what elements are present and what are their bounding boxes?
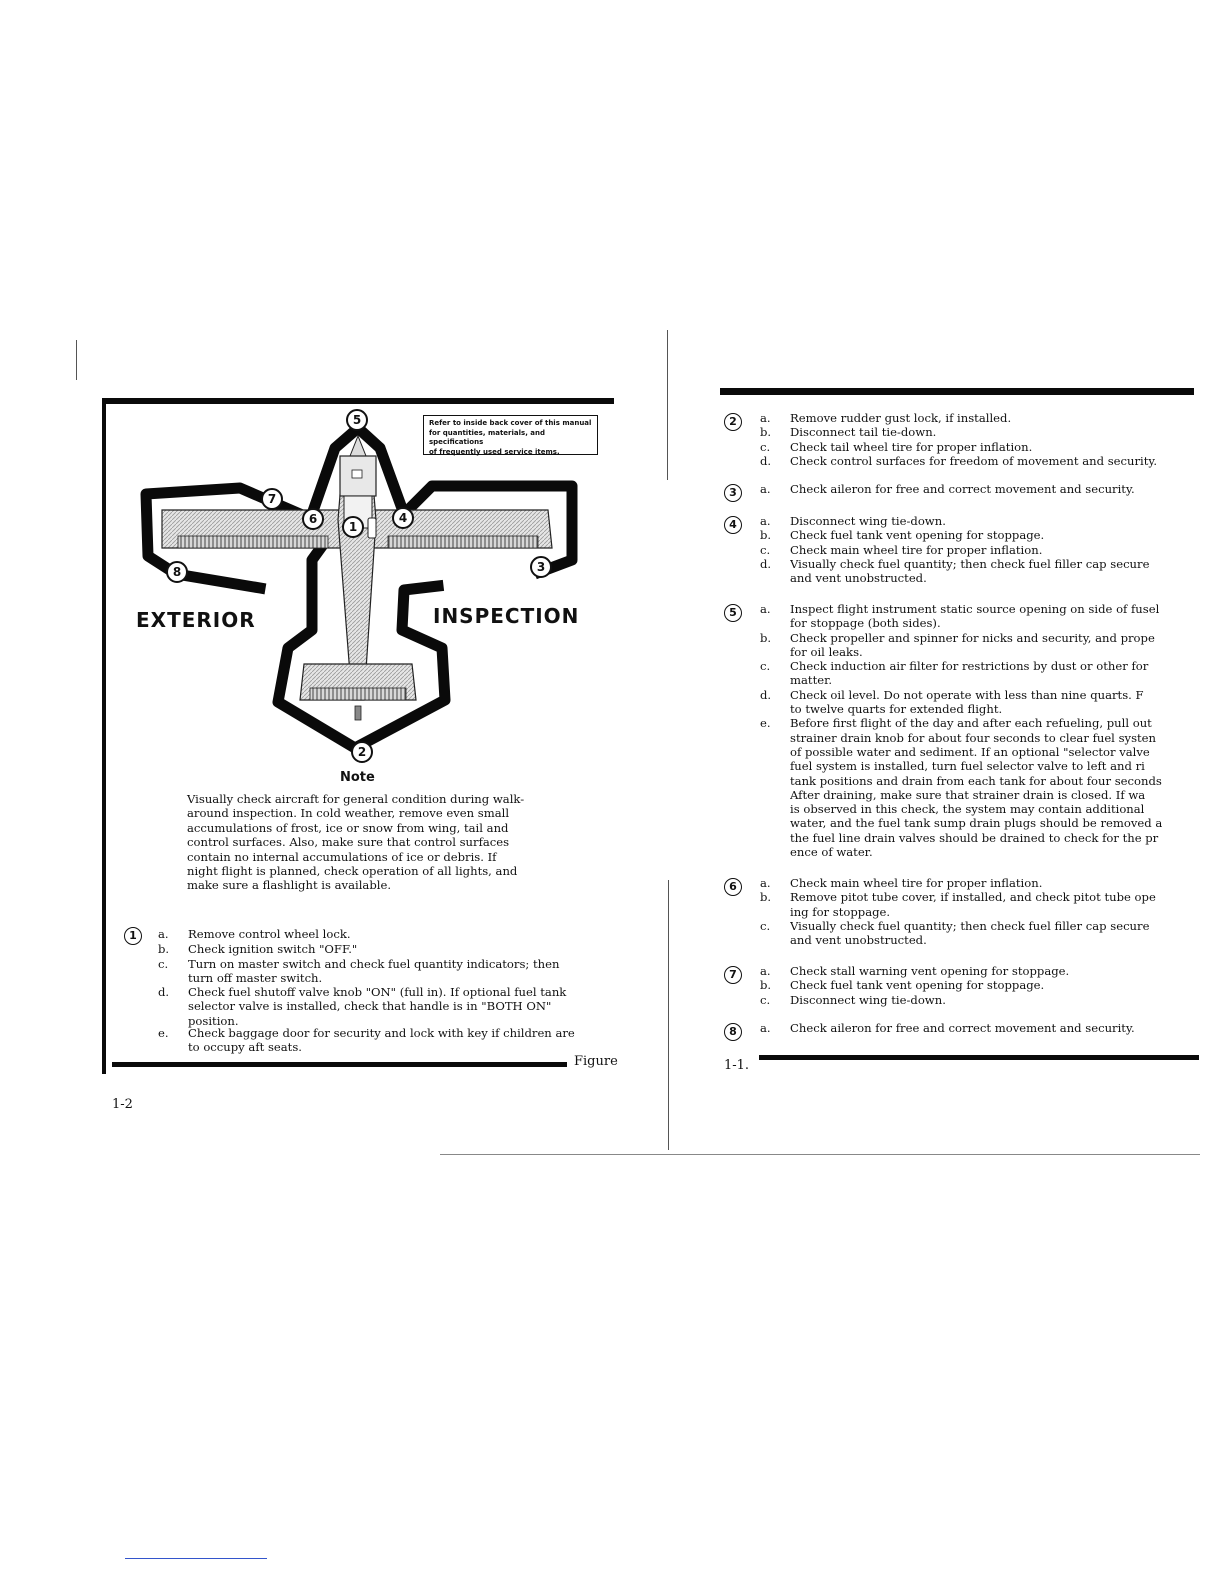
binding-line: [667, 330, 668, 480]
step-number-7: 7: [724, 966, 742, 984]
flaps-left: [178, 536, 328, 548]
step-text-line: Disconnect tail tie-down.: [790, 425, 937, 440]
diagram-marker-5: [347, 410, 367, 430]
step-letter: a.: [760, 411, 771, 425]
step-letter: c.: [760, 918, 771, 933]
callout-line-1: Refer to inside back cover of this manual: [429, 419, 592, 427]
note-line: night flight is planned, check operation of all lights, and: [187, 864, 518, 879]
step-text-line: After draining, make sure that strainer drain is closed. If wa: [790, 787, 1146, 802]
step-number-5: 5: [724, 604, 742, 622]
figure-number: 1-1.: [724, 1058, 750, 1073]
step-text-line: Check propeller and spinner for nicks and security, and prope: [790, 630, 1155, 645]
step-letter: e.: [158, 1026, 169, 1040]
note-line: accumulations of frost, ice or snow from wing, tail and: [187, 820, 509, 835]
step-text-line: and vent unobstructed.: [790, 571, 927, 586]
note-line: Visually check aircraft for general condition during walk-: [187, 792, 525, 806]
step-text-line: ing for stoppage.: [790, 904, 891, 919]
step-text-line: and vent unobstructed.: [790, 933, 927, 948]
left-margin-line: [76, 340, 77, 380]
diagram-marker-3: [531, 557, 551, 577]
step-text-line: Check aileron for free and correct movement and security.: [790, 1021, 1135, 1035]
bottom-edge-line: [440, 1154, 1200, 1155]
step-text-line: Remove control wheel lock.: [188, 927, 351, 941]
flaps-right: [388, 536, 538, 548]
step-text-line: Check main wheel tire for proper inflation.: [790, 542, 1043, 557]
step-text-line: is observed in this check, the system may contain additional: [790, 802, 1145, 817]
step-text-line: turn off master switch.: [188, 971, 323, 986]
diagram-number-4: 4: [398, 511, 408, 525]
step-text-line: for stoppage (both sides).: [790, 616, 941, 631]
step-number-4: 4: [724, 516, 742, 534]
step-letter: a.: [760, 602, 771, 616]
step-text-line: ence of water.: [790, 845, 873, 860]
step-number-6: 6: [724, 878, 742, 896]
diagram-number-2: 2: [357, 745, 367, 759]
callout-line-3: of frequently used service items.: [429, 447, 560, 456]
diagram-marker-2: [352, 742, 372, 762]
step-letter: b.: [760, 425, 772, 440]
step-text-line: Remove rudder gust lock, if installed.: [790, 411, 1012, 425]
diagram-number-6: 6: [308, 512, 318, 526]
step-text-line: to twelve quarts for extended flight.: [790, 702, 1003, 717]
elevator: [310, 688, 406, 700]
step-text-line: Check control surfaces for freedom of movement and security.: [790, 453, 1158, 468]
step-text-line: Check ignition switch "OFF.": [188, 942, 358, 956]
step-letter: a.: [760, 876, 771, 890]
step-letter: c.: [760, 542, 771, 557]
step-text-line: selector valve is installed, check that handle is in "BOTH ON": [188, 999, 552, 1014]
step-letter: d.: [158, 985, 170, 999]
exterior-inspection-diagram: [106, 404, 612, 764]
step-letter: a.: [760, 482, 771, 496]
step-letter: d.: [760, 556, 772, 571]
page-number: 1-2: [112, 1097, 133, 1112]
step-text-line: position.: [188, 1013, 239, 1028]
step-letter: b.: [158, 942, 170, 956]
tail-wheel: [355, 706, 361, 720]
step-text-line: Before first flight of the day and after each refueling, pull out: [790, 716, 1152, 731]
footer-line: [125, 1558, 267, 1559]
figure-word: Figure: [574, 1054, 618, 1069]
note-body: [187, 792, 572, 893]
step-letter: d.: [760, 687, 772, 702]
step-letter: c.: [760, 992, 771, 1007]
step-letter: a.: [760, 964, 771, 978]
step-number-8: 8: [724, 1023, 742, 1041]
note-line: make sure a flashlight is available.: [187, 878, 392, 893]
diagram-marker-6: [303, 509, 323, 529]
step-text-line: matter.: [790, 673, 833, 688]
step-letter: d.: [760, 453, 772, 468]
step-letter: c.: [760, 659, 771, 674]
diagram-marker-4: [393, 508, 413, 528]
step-text-line: Check baggage door for security and lock with key if children are: [188, 1026, 575, 1040]
step-text-line: strainer drain knob for about four seconds to clear fuel systen: [790, 730, 1157, 745]
step-letter: b.: [760, 630, 772, 645]
diagram-marker-7: [262, 489, 282, 509]
step-text-line: fuel system is installed, turn fuel selector valve to left and ri: [790, 759, 1145, 774]
step-text-line: Check fuel shutoff valve knob "ON" (full in). If optional fuel tank: [188, 985, 567, 999]
step-letter: c.: [158, 957, 169, 971]
step-text-line: Visually check fuel quantity; then check fuel filler cap secure: [790, 556, 1150, 571]
step-text-line: Turn on master switch and check fuel quantity indicators; then: [188, 957, 560, 971]
step-number-2: 2: [724, 413, 742, 431]
step-text-line: Inspect flight instrument static source opening on side of fusel: [790, 602, 1160, 616]
binding-line-lower: [668, 880, 669, 1150]
note-line: control surfaces. Also, make sure that control surfaces: [187, 835, 510, 850]
step-text-line: Check induction air filter for restrictions by dust or other for: [790, 659, 1149, 674]
step-text-line: to occupy aft seats.: [188, 1040, 302, 1055]
diagram-number-3: 3: [536, 560, 546, 574]
step-letter: b.: [760, 528, 772, 543]
title-inspection: INSPECTION: [433, 604, 580, 628]
title-exterior: EXTERIOR: [136, 608, 256, 632]
note-heading: Note: [340, 770, 375, 785]
diagram-number-5: 5: [352, 413, 362, 427]
step-letter: a.: [158, 927, 169, 941]
left-bottom-rule: [112, 1062, 567, 1067]
step-text-line: Check fuel tank vent opening for stoppage.: [790, 978, 1045, 993]
note-line: around inspection. In cold weather, remove even small: [187, 806, 510, 821]
step-number-3: 3: [724, 484, 742, 502]
diagram-number-1: 1: [348, 520, 358, 534]
service-items-callout: [423, 415, 598, 455]
step-text-line: Visually check fuel quantity; then check fuel filler cap secure: [790, 918, 1150, 933]
step-letter: c.: [760, 439, 771, 454]
diagram-number-8: 8: [172, 565, 182, 579]
diagram-marker-1: [343, 517, 363, 537]
step-text-line: of possible water and sediment. If an optional "selector valve: [790, 744, 1150, 759]
step-letter: b.: [760, 978, 772, 993]
step-text-line: Check main wheel tire for proper inflation.: [790, 876, 1043, 890]
step-text-line: Check tail wheel tire for proper inflation.: [790, 439, 1033, 454]
right-bottom-rule: [759, 1055, 1199, 1060]
step-text-line: Check stall warning vent opening for stoppage.: [790, 964, 1070, 978]
step-text-line: Check fuel tank vent opening for stoppage.: [790, 528, 1045, 543]
callout-line-2: for quantities, materials, and specifications: [429, 428, 546, 446]
diagram-marker-8: [167, 562, 187, 582]
step-letter: a.: [760, 514, 771, 528]
step-letter: e.: [760, 716, 771, 731]
step-text-line: for oil leaks.: [790, 644, 863, 659]
right-top-rule: [720, 388, 1194, 395]
note-line: contain no internal accumulations of ice or debris. If: [187, 849, 497, 864]
step-text-line: Disconnect wing tie-down.: [790, 514, 946, 528]
step-text-line: Check aileron for free and correct movement and security.: [790, 482, 1135, 496]
step-text-line: Check oil level. Do not operate with less than nine quarts. F: [790, 687, 1144, 702]
step-number-1: 1: [124, 927, 142, 945]
step-text-line: Remove pitot tube cover, if installed, and check pitot tube ope: [790, 890, 1156, 905]
door: [368, 518, 376, 538]
step-text-line: water, and the fuel tank sump drain plugs should be removed a: [790, 816, 1163, 831]
diagram-number-7: 7: [267, 492, 277, 506]
step-letter: b.: [760, 890, 772, 905]
step-text-line: the fuel line drain valves should be drained to check for the pr: [790, 830, 1159, 845]
step-letter: a.: [760, 1021, 771, 1035]
step-text-line: Disconnect wing tie-down.: [790, 992, 946, 1007]
step-text-line: tank positions and drain from each tank for about four seconds: [790, 773, 1162, 788]
